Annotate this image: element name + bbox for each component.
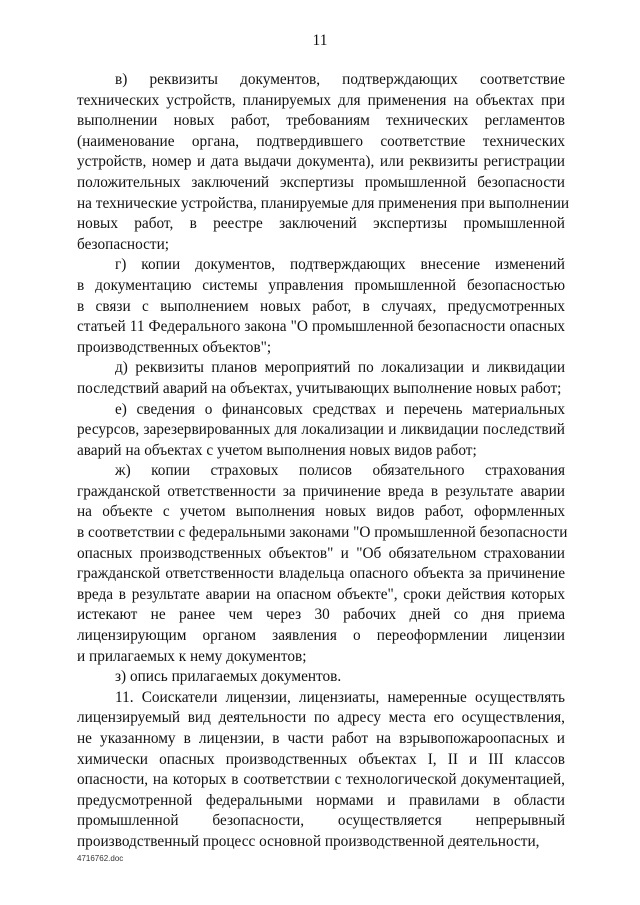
paragraph-p11 xyxy=(77,688,565,853)
document-body xyxy=(77,70,570,853)
text-line: устройств, номер и дата выдачи документа), или реквизиты регистрации xyxy=(77,153,565,171)
paragraph-e xyxy=(77,400,565,462)
text-line: аварий на объектах с учетом выполнения новых видов работ; xyxy=(77,441,477,459)
text-line: ж) копии страховых полисов обязательного страхования xyxy=(115,462,565,480)
paragraph-d xyxy=(77,358,565,399)
text-line: в связи с выполнением новых работ, в случаях, предусмотренных xyxy=(77,297,565,315)
text-line: гражданской ответственности за причинение вреда в результате аварии xyxy=(77,482,565,500)
text-line: з) опись прилагаемых документов. xyxy=(115,668,342,686)
text-line: выполнении новых работ, требованиям технических регламентов xyxy=(77,112,565,130)
text-line: е) сведения о финансовых средствах и перечень материальных xyxy=(115,400,565,418)
text-line: опасности, на которых в соответствии с технологической документацией, xyxy=(77,771,565,789)
text-line: производственных объектов"; xyxy=(77,338,272,356)
text-line: в соответствии с федеральными законами "О промышленной безопасности xyxy=(77,524,568,542)
text-line: д) реквизиты планов мероприятий по локализации и ликвидации xyxy=(115,359,565,377)
page-number: 11 xyxy=(312,32,328,49)
text-line: (наименование органа, подтвердившего соответствие технических xyxy=(77,132,565,150)
text-line: положительных заключений экспертизы промышленной безопасности xyxy=(77,173,565,191)
text-line: гражданской ответственности владельца опасного объекта за причинение xyxy=(77,565,565,583)
text-line: вреда в результате аварии на опасном объекте", сроки действия которых xyxy=(77,585,565,603)
text-line: в документацию системы управления промышленной безопасностью xyxy=(77,276,565,294)
text-line: на объекте с учетом выполнения новых видов работ, оформленных xyxy=(77,503,565,521)
paragraph-z xyxy=(77,667,565,688)
text-line: 11. Соискатели лицензии, лицензиаты, намеренные осуществлять xyxy=(115,688,565,706)
text-line: новых работ, в реестре заключений экспертизы промышленной xyxy=(77,215,565,233)
text-line: лицензирующим органом заявления о переоформлении лицензии xyxy=(77,627,565,645)
paragraph-v xyxy=(77,70,570,255)
text-line: производственный процесс основной производственной деятельности, xyxy=(77,832,540,850)
text-line: предусмотренной федеральными нормами и правилами в области xyxy=(77,791,565,809)
paragraph-zh xyxy=(77,461,568,667)
text-line: истекают не ранее чем через 30 рабочих дней со дня приема xyxy=(77,606,565,624)
text-line: статьей 11 Федерального закона "О промышленной безопасности опасных xyxy=(77,318,565,336)
text-line: последствий аварий на объектах, учитывающих выполнение новых работ; xyxy=(77,379,562,397)
text-line: безопасности; xyxy=(77,235,170,253)
text-line: лицензируемый вид деятельности по адресу места его осуществления, xyxy=(77,709,565,727)
text-line: и прилагаемых к нему документов; xyxy=(77,647,307,665)
text-line: в) реквизиты документов, подтверждающих соответствие xyxy=(115,71,565,88)
text-line: опасных производственных объектов" и "Об обязательном страховании xyxy=(77,544,565,562)
text-line: химически опасных производственных объектах I, II и III классов xyxy=(77,750,565,768)
paragraph-g xyxy=(77,255,565,358)
text-line: технических устройств, планируемых для применения на объектах при xyxy=(77,91,565,109)
text-line: на технические устройства, планируемые для применения при выполнении xyxy=(77,194,570,212)
text-line: г) копии документов, подтверждающих внесение изменений xyxy=(115,256,565,274)
text-line: ресурсов, зарезервированных для локализации и ликвидации последствий xyxy=(77,421,565,439)
text-line: промышленной безопасности, осуществляется непрерывный xyxy=(77,812,565,830)
text-line: не указанному в лицензии, в части работ на взрывопожароопасных и xyxy=(77,730,565,747)
footer-filename: 4716762.doc xyxy=(77,854,124,863)
